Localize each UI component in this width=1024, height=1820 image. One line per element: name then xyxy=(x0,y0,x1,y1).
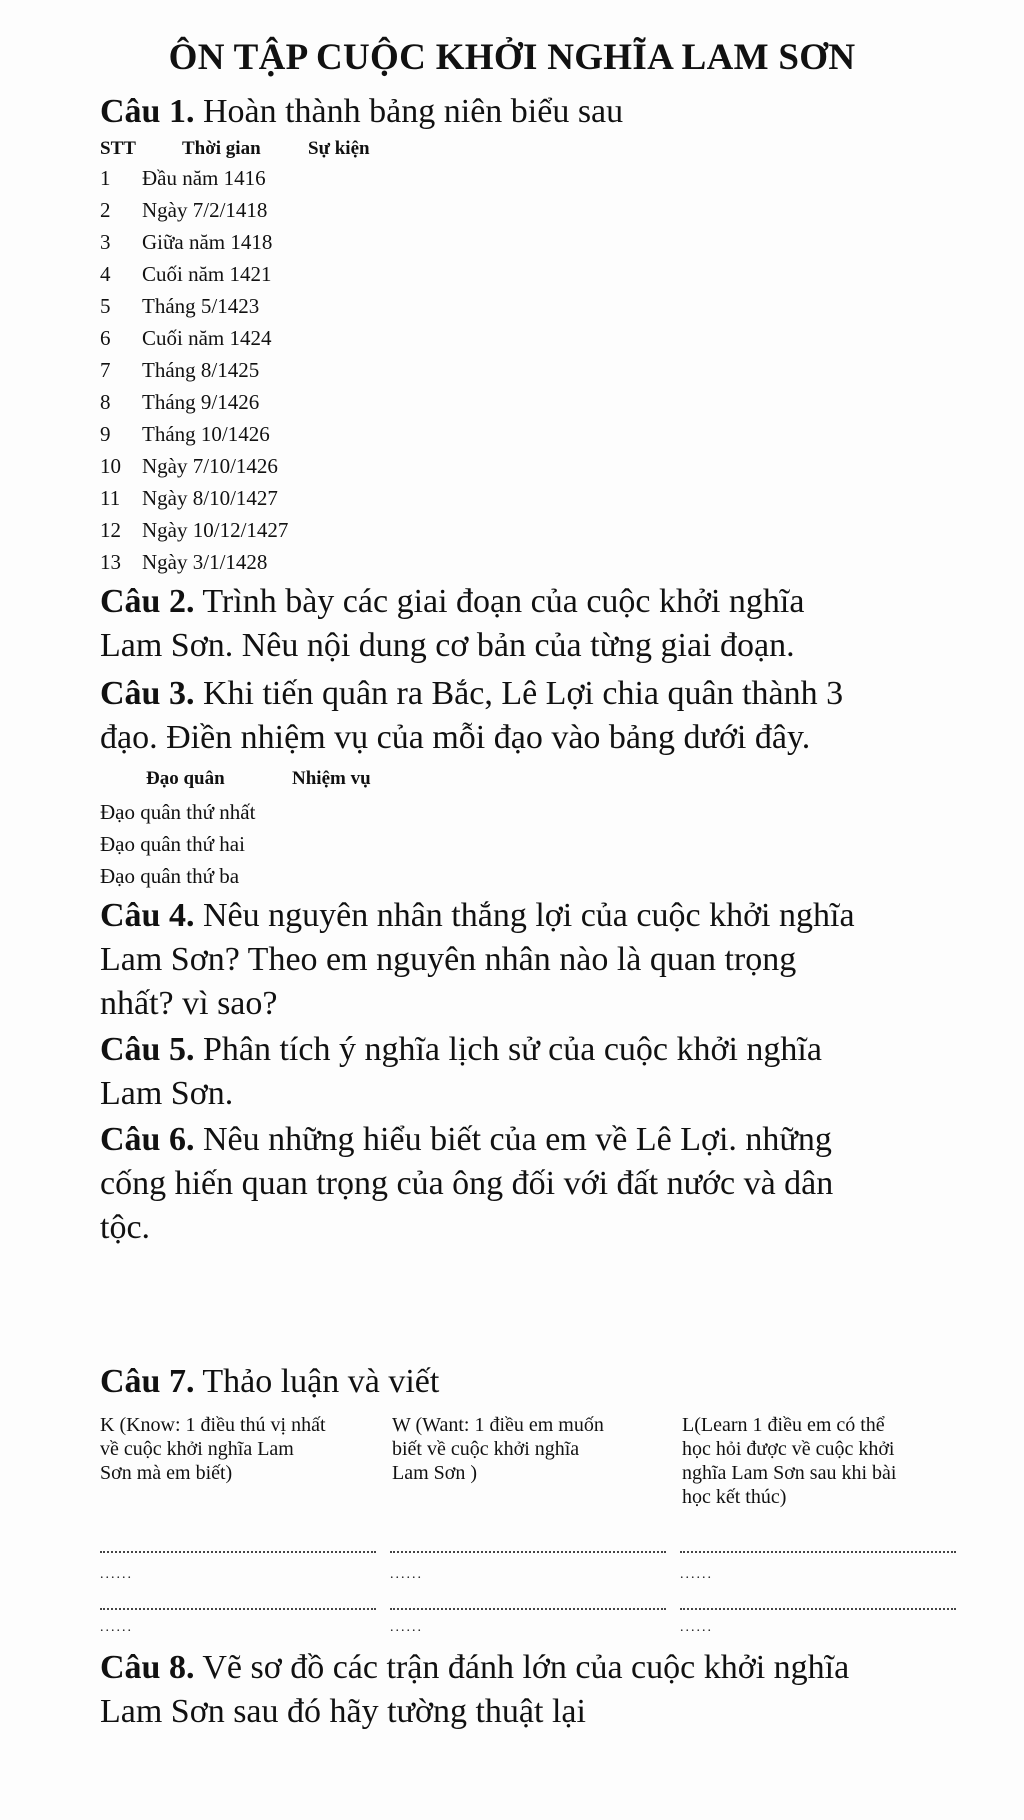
army-row-3: Đạo quân thứ ba xyxy=(100,864,240,888)
army-row-2: Đạo quân thứ hai xyxy=(100,832,245,856)
question-8-text: Lam Sơn sau đó hãy tường thuật lại xyxy=(100,1693,586,1730)
question-2 xyxy=(100,580,980,668)
question-4-text: Nêu nguyên nhân thắng lợi của cuộc khởi nghĩa xyxy=(202,897,855,934)
answer-line-short[interactable]: ...... xyxy=(680,1620,713,1635)
answer-line-want[interactable] xyxy=(390,1608,666,1610)
question-8 xyxy=(100,1646,980,1734)
header-mission: Nhiệm vụ xyxy=(292,768,371,789)
question-4-text: Lam Sơn? Theo em nguyên nhân nào là quan trọng xyxy=(100,941,797,978)
question-5-text: Phân tích ý nghĩa lịch sử của cuộc khởi nghĩa xyxy=(202,1031,822,1068)
question-3-text: Khi tiến quân ra Bắc, Lê Lợi chia quân thành 3 xyxy=(202,675,844,712)
question-3-text: đạo. Điền nhiệm vụ của mỗi đạo vào bảng dưới đây. xyxy=(100,719,811,756)
army-row-1: Đạo quân thứ nhất xyxy=(100,800,256,824)
row-time[interactable]: Giữa năm 1418 xyxy=(142,230,273,254)
row-time[interactable]: Tháng 5/1423 xyxy=(142,294,260,318)
question-5 xyxy=(100,1028,980,1116)
kwl-want-column: W (Want: 1 điều em muốn biết về cuộc khởi nghĩa Lam Sơn ) xyxy=(392,1414,604,1484)
answer-line-learn[interactable] xyxy=(680,1551,956,1553)
question-6-text: tộc. xyxy=(100,1209,151,1246)
header-stt: STT xyxy=(100,138,136,159)
header-event: Sự kiện xyxy=(308,138,370,159)
row-time[interactable]: Tháng 10/1426 xyxy=(142,422,270,446)
row-time[interactable]: Ngày 7/10/1426 xyxy=(142,454,278,478)
question-5-text: Lam Sơn. xyxy=(100,1075,234,1112)
answer-line-know[interactable] xyxy=(100,1551,376,1553)
question-8-text: Vẽ sơ đồ các trận đánh lớn của cuộc khởi nghĩa xyxy=(202,1649,850,1686)
row-time[interactable]: Ngày 8/10/1427 xyxy=(142,486,278,510)
question-1-text: Hoàn thành bảng niên biểu sau xyxy=(202,93,624,130)
question-7-label: Câu 7. xyxy=(100,1363,195,1400)
row-time[interactable]: Ngày 10/12/1427 xyxy=(142,518,289,542)
question-4 xyxy=(100,894,980,1026)
answer-line-know[interactable] xyxy=(100,1608,376,1610)
worksheet-page: ÔN TẬP CUỘC KHỞI NGHĨA LAM SƠN Câu 1. Hoàn thành bảng niên biểu sau STT Thời gian Sự kiện 1 Đầu năm 1416 2 Ngày 7/2/1418 3 Giữa năm 1418 4 Cuối năm 1421 5 Tháng 5/1423 6 Cuối năm 1424 7 Tháng 8/1425 8 Tháng 9/1426 9 Tháng 10/1426 10 Ngày 7/10/1426 11 Ngày 8/10/1427 12 Ngày 10/12/1427 13 Ngày 3/1/1428 Câu 2. Trình bày các giai đoạn của cuộc khởi nghĩa Lam Sơn. Nêu nội dung cơ bản của từng giai đoạn. Câu 3. Khi tiến quân ra Bắc, Lê Lợi chia quân thành 3 đạo. Điền nhiệm vụ của mỗi đạo vào bảng dưới đây. Đạo quân Nhiệm vụ Đạo quân thứ nhất Đạo quân thứ hai Đạo quân thứ ba Câu 4. Nêu nguyên nhân thắng lợi của cuộc khởi nghĩa Lam Sơn? Theo em nguyên nhân nào là quan trọng nhất? vì sao? Câu 5. Phân tích ý nghĩa lịch sử của cuộc khởi nghĩa Lam Sơn. Câu 6. Nêu những hiểu biết của em về Lê Lợi. những cống hiến quan trọng của ông đối với đất nước và dân tộc. Câu 7. Thảo luận và viết K (Know: 1 điều thú vị nhất về cuộc khởi nghĩa Lam Sơn mà em biết) W (Want: 1 điều em muốn biết về cuộc khởi nghĩa Lam Sơn ) L(Learn 1 điều em có thể học hỏi được về cuộc khởi nghĩa Lam Sơn sau khi bài học kết thúc) ...... ...... ...... ...... ...... ...... Câu 8. Vẽ sơ đồ các trận đánh lớn của cuộc khởi nghĩa Lam Sơn sau đó hãy tường thuật lại xyxy=(0,0,1024,1820)
row-time[interactable]: Tháng 9/1426 xyxy=(142,390,260,414)
row-time[interactable]: Ngày 7/2/1418 xyxy=(142,198,268,222)
question-3-label: Câu 3. xyxy=(100,675,195,712)
row-time[interactable]: Cuối năm 1421 xyxy=(142,262,272,286)
question-2-text: Trình bày các giai đoạn của cuộc khởi nghĩa xyxy=(202,583,805,620)
answer-line-short[interactable]: ...... xyxy=(100,1620,133,1635)
kwl-learn-column: L(Learn 1 điều em có thể học hỏi được về cuộc khởi nghĩa Lam Sơn sau khi bài học kết thúc) xyxy=(682,1414,897,1508)
question-6 xyxy=(100,1118,980,1250)
answer-line-want[interactable] xyxy=(390,1551,666,1553)
question-3 xyxy=(100,672,980,760)
row-time[interactable]: Tháng 8/1425 xyxy=(142,358,260,382)
question-6-label: Câu 6. xyxy=(100,1121,195,1158)
question-6-text: cống hiến quan trọng của ông đối với đất nước và dân xyxy=(100,1165,834,1202)
row-time[interactable]: Ngày 3/1/1428 xyxy=(142,550,268,574)
question-2-label: Câu 2. xyxy=(100,583,195,620)
row-time[interactable]: Đầu năm 1416 xyxy=(142,166,266,190)
question-1 xyxy=(100,90,980,134)
answer-line-short[interactable]: ...... xyxy=(100,1567,133,1582)
answer-line-short[interactable]: ...... xyxy=(390,1567,423,1582)
answer-line-learn[interactable] xyxy=(680,1608,956,1610)
question-1-label: Câu 1. xyxy=(100,93,195,130)
question-6-text: Nêu những hiểu biết của em về Lê Lợi. những xyxy=(202,1121,832,1158)
header-army: Đạo quân xyxy=(146,768,225,789)
page-title: ÔN TẬP CUỘC KHỞI NGHĨA LAM SƠN xyxy=(168,37,856,78)
question-8-label: Câu 8. xyxy=(100,1649,195,1686)
answer-line-short[interactable]: ...... xyxy=(390,1620,423,1635)
answer-line-short[interactable]: ...... xyxy=(680,1567,713,1582)
question-4-label: Câu 4. xyxy=(100,897,195,934)
header-time: Thời gian xyxy=(182,138,261,159)
question-7-text: Thảo luận và viết xyxy=(202,1363,440,1400)
question-7 xyxy=(100,1360,980,1404)
question-5-label: Câu 5. xyxy=(100,1031,195,1068)
question-4-text: nhất? vì sao? xyxy=(100,985,278,1022)
row-time[interactable]: Cuối năm 1424 xyxy=(142,326,272,350)
question-2-text: Lam Sơn. Nêu nội dung cơ bản của từng giai đoạn. xyxy=(100,627,795,664)
kwl-know-column: K (Know: 1 điều thú vị nhất về cuộc khởi nghĩa Lam Sơn mà em biết) xyxy=(100,1414,326,1484)
